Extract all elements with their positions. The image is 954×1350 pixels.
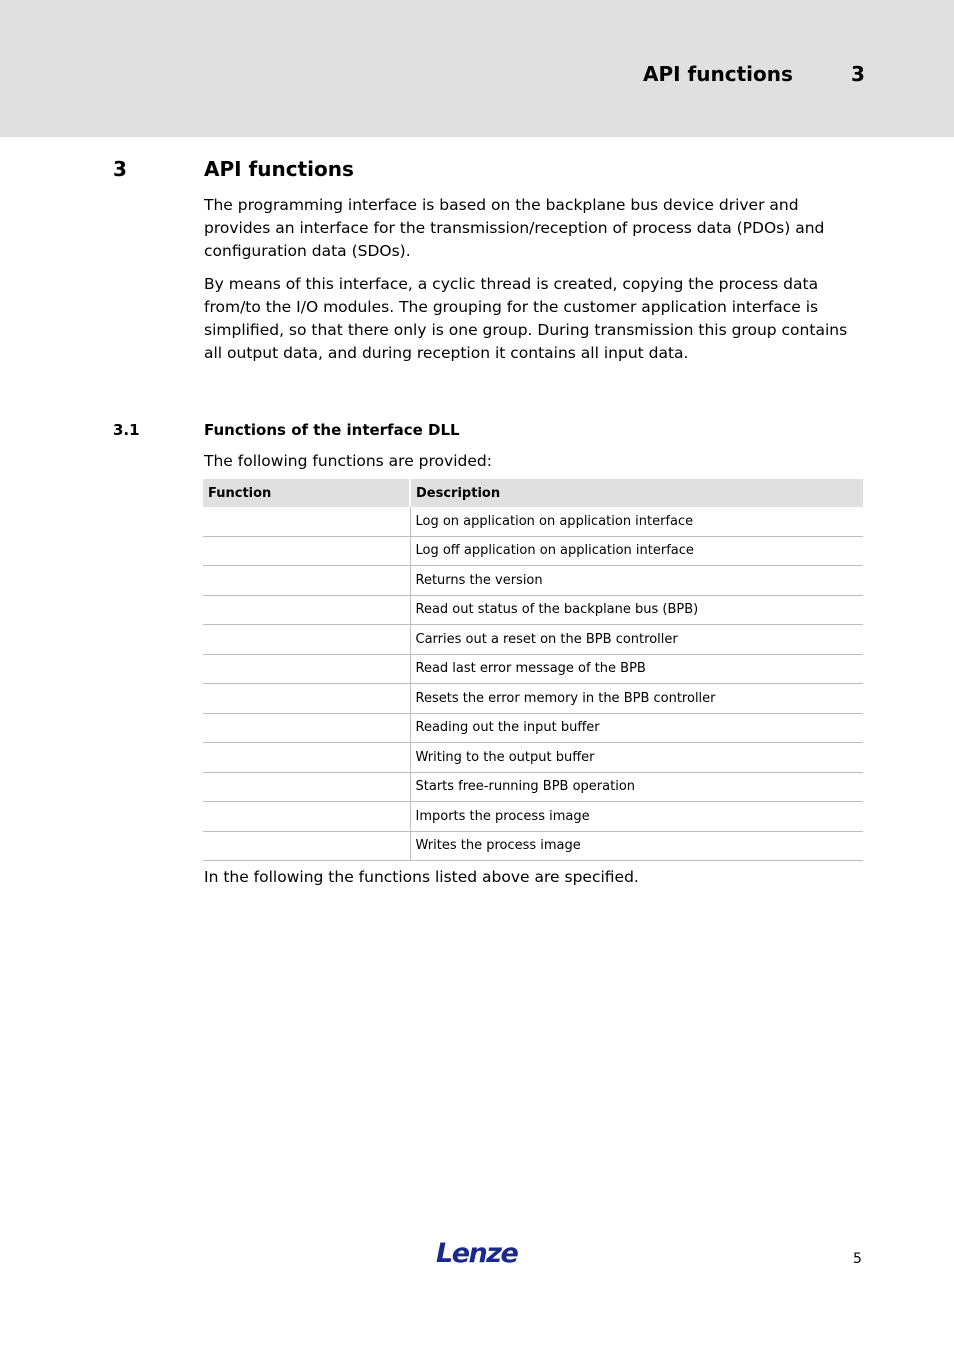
function-cell — [203, 772, 410, 802]
table-row — [203, 831, 863, 861]
table-row — [203, 684, 863, 714]
function-cell — [203, 536, 410, 566]
function-cell — [203, 831, 410, 861]
paragraph-2: By means of this interface, a cyclic thread is created, copying the process data from/to the I/O modules. The grouping for the customer application interface is simplified, so that there only is one group. During transmission this group contains all output data, and during reception it contains all input data. — [204, 275, 848, 362]
table-intro: The following functions are provided: — [204, 452, 492, 470]
description-cell: Writes the process image — [410, 831, 863, 861]
description-cell: Resets the error memory in the BPB controller — [410, 684, 863, 714]
function-cell — [203, 713, 410, 743]
table-row — [203, 536, 863, 566]
description-cell: Log off application on application interface — [410, 536, 863, 566]
table-row — [203, 654, 863, 684]
section-title: Functions of the interface DLL — [204, 421, 460, 439]
table-row — [203, 713, 863, 743]
table-outro: In the following the functions listed above are specified. — [204, 868, 639, 886]
function-cell — [203, 654, 410, 684]
header-function: Function — [203, 479, 410, 507]
description-cell: Read last error message of the BPB — [410, 654, 863, 684]
chapter-title: API functions — [204, 157, 354, 181]
description-cell: Carries out a reset on the BPB controller — [410, 625, 863, 655]
function-cell — [203, 743, 410, 773]
function-cell — [203, 566, 410, 596]
description-cell: Read out status of the backplane bus (BPB) — [410, 595, 863, 625]
header-title: API functions — [643, 62, 793, 86]
header-chapter-number: 3 — [851, 62, 865, 86]
header-band — [0, 0, 954, 137]
section-number: 3.1 — [113, 421, 140, 439]
description-cell: Reading out the input buffer — [410, 713, 863, 743]
chapter-number: 3 — [113, 157, 127, 181]
table-row — [203, 507, 863, 536]
function-cell — [203, 684, 410, 714]
table-row — [203, 595, 863, 625]
lenze-logo: Lenze — [436, 1238, 518, 1269]
table-row — [203, 802, 863, 832]
function-cell — [203, 507, 410, 536]
description-cell: Log on application on application interface — [410, 507, 863, 536]
description-cell: Returns the version — [410, 566, 863, 596]
table-row — [203, 743, 863, 773]
paragraph-1: The programming interface is based on the backplane bus device driver and provides an interface for the transmission/reception of process data (PDOs) and configuration data (SDOs). — [204, 196, 825, 260]
description-cell: Writing to the output buffer — [410, 743, 863, 773]
table-row — [203, 566, 863, 596]
function-cell — [203, 625, 410, 655]
function-cell — [203, 595, 410, 625]
table-row — [203, 772, 863, 802]
description-cell: Imports the process image — [410, 802, 863, 832]
functions-table — [203, 479, 863, 861]
table-row — [203, 625, 863, 655]
header-description: Description — [410, 479, 863, 507]
table-header-row — [203, 479, 863, 507]
function-cell — [203, 802, 410, 832]
page-number: 5 — [853, 1251, 862, 1267]
description-cell: Starts free-running BPB operation — [410, 772, 863, 802]
